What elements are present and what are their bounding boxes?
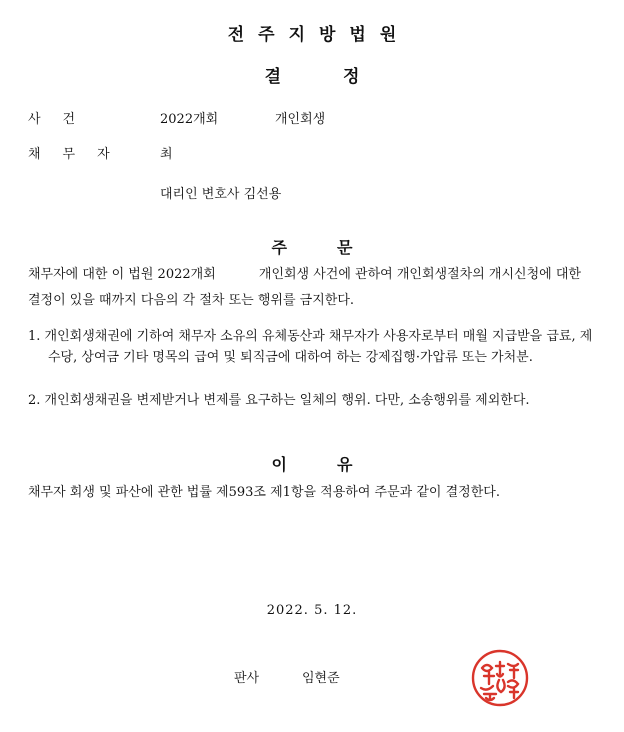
case-label: 사건	[28, 112, 98, 127]
court-name: 전주지방법원	[227, 25, 411, 45]
case-name: 개인회생	[275, 112, 326, 127]
order-item-1: 1. 개인회생채권에 기하여 채무자 소유의 유체동산과 채무자가 사용자로부터 매월 지급받을 급료, 제수당, 상여금 기타 명목의 급여 및 퇴직금에 대하여 하는 강제집행·가압류 또는 가처분.	[28, 329, 593, 365]
order-heading: 주문	[271, 238, 403, 257]
reason-heading: 이유	[271, 455, 403, 474]
judge-name: 임현준	[302, 671, 340, 686]
debtor-agent: 대리인 변호사 김선용	[160, 187, 282, 202]
debtor-label: 채무자	[28, 147, 132, 162]
order-intro: 채무자에 대한 이 법원 2022개회 개인회생 사건에 관하여 개인회생절차의 개시신청에 대한 결정이 있을 때까지 다음의 각 절차 또는 행위를 금지한다.	[28, 267, 581, 308]
document-kind: 결정	[264, 67, 422, 87]
case-number: 2022개회	[160, 112, 219, 127]
judge-title: 판사	[234, 671, 260, 686]
order-item-2: 2. 개인회생채권을 변제받거나 변제를 요구하는 일체의 행위. 다만, 소송행위를 제외한다.	[28, 393, 530, 408]
reason-text: 채무자 회생 및 파산에 관한 법률 제593조 제1항을 적용하여 주문과 같이 결정한다.	[28, 485, 500, 500]
debtor-name: 최	[160, 147, 173, 162]
judge-seal-icon	[470, 648, 530, 708]
decision-date: 2022. 5. 12.	[266, 603, 358, 618]
